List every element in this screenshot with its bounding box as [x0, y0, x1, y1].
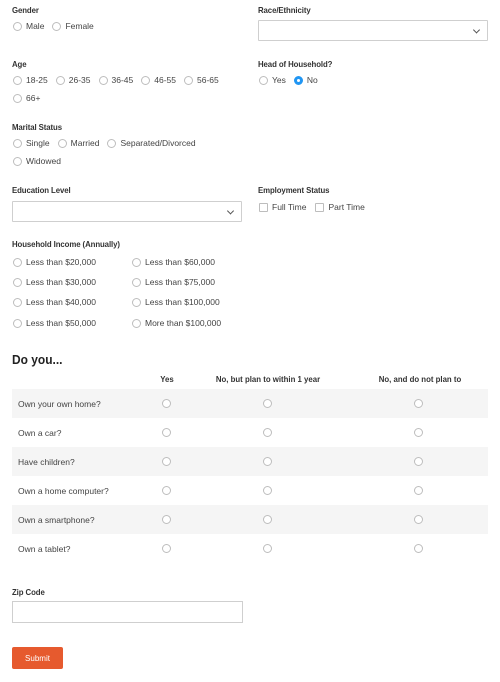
checkbox-icon[interactable] — [315, 203, 324, 212]
age-option-46-55[interactable]: 46-55 — [141, 75, 176, 85]
radio-icon[interactable] — [263, 544, 272, 553]
column-header-yes: Yes — [160, 374, 174, 384]
radio-icon[interactable] — [13, 258, 22, 267]
gender-option-male[interactable]: Male — [13, 21, 44, 31]
radio-icon[interactable] — [162, 486, 171, 495]
chevron-down-icon — [227, 207, 234, 214]
column-header-plan-within-year: No, but plan to within 1 year — [215, 374, 321, 384]
radio-icon[interactable] — [56, 76, 65, 85]
race-select[interactable] — [258, 20, 488, 41]
education-select[interactable] — [12, 201, 242, 222]
radio-icon[interactable] — [263, 428, 272, 437]
gender-options — [13, 21, 94, 31]
table-row — [12, 476, 488, 505]
radio-icon[interactable] — [414, 457, 423, 466]
head-of-household-option-no[interactable]: No — [294, 75, 318, 85]
education-label: Education Level — [12, 185, 71, 195]
radio-icon[interactable] — [184, 76, 193, 85]
radio-icon[interactable] — [414, 486, 423, 495]
age-option-26-35[interactable]: 26-35 — [56, 75, 91, 85]
marital-options-row1 — [13, 138, 196, 148]
age-option-56-65[interactable]: 56-65 — [184, 75, 219, 85]
employment-label: Employment Status — [258, 185, 330, 195]
radio-icon[interactable] — [132, 319, 141, 328]
radio-icon[interactable] — [263, 399, 272, 408]
head-of-household-option-yes[interactable]: Yes — [259, 75, 286, 85]
income-option-20k[interactable]: Less than $20,000 — [13, 257, 96, 267]
radio-icon[interactable] — [162, 515, 171, 524]
radio-icon[interactable] — [58, 139, 67, 148]
radio-icon[interactable] — [263, 515, 272, 524]
zip-code-label: Zip Code — [12, 587, 45, 597]
employment-options — [259, 202, 365, 212]
question-label: Have children? — [18, 456, 75, 467]
radio-icon[interactable] — [263, 457, 272, 466]
question-label: Own a tablet? — [18, 543, 71, 554]
income-option-75k[interactable]: Less than $75,000 — [132, 277, 215, 287]
employment-option-part-time[interactable]: Part Time — [315, 202, 364, 212]
age-options-row2 — [13, 93, 40, 105]
radio-icon[interactable] — [13, 139, 22, 148]
table-row — [12, 534, 488, 563]
radio-icon[interactable] — [13, 94, 22, 103]
radio-icon[interactable] — [13, 298, 22, 307]
radio-icon[interactable] — [414, 428, 423, 437]
income-option-60k[interactable]: Less than $60,000 — [132, 257, 215, 267]
marital-option-married[interactable]: Married — [58, 138, 100, 148]
radio-icon[interactable] — [13, 157, 22, 166]
question-label: Own a car? — [18, 427, 62, 438]
income-option-50k[interactable]: Less than $50,000 — [13, 318, 96, 328]
radio-icon[interactable] — [162, 457, 171, 466]
chevron-down-icon — [473, 26, 480, 33]
income-option-40k[interactable]: Less than $40,000 — [13, 297, 96, 307]
age-options-row1 — [13, 75, 219, 85]
table-row — [12, 447, 488, 476]
table-row — [12, 505, 488, 534]
do-you-title: Do you... — [12, 352, 63, 367]
marital-option-separated-divorced[interactable]: Separated/Divorced — [107, 138, 195, 148]
marital-option-single[interactable]: Single — [13, 138, 50, 148]
income-option-more-100k[interactable]: More than $100,000 — [132, 318, 221, 328]
employment-option-full-time[interactable]: Full Time — [259, 202, 306, 212]
income-label: Household Income (Annually) — [12, 239, 120, 249]
zip-code-input[interactable] — [12, 601, 243, 623]
radio-icon[interactable] — [13, 319, 22, 328]
age-option-36-45[interactable]: 36-45 — [99, 75, 134, 85]
radio-icon[interactable] — [132, 258, 141, 267]
race-label: Race/Ethnicity — [258, 5, 311, 15]
question-label: Own your own home? — [18, 398, 101, 409]
marital-option-widowed[interactable]: Widowed — [13, 156, 61, 166]
radio-icon[interactable] — [107, 139, 116, 148]
radio-icon[interactable] — [132, 278, 141, 287]
table-row — [12, 418, 488, 447]
submit-button[interactable]: Submit — [12, 647, 63, 669]
marital-status-label: Marital Status — [12, 122, 62, 132]
radio-icon[interactable] — [162, 544, 171, 553]
radio-icon[interactable] — [162, 399, 171, 408]
radio-icon[interactable] — [162, 428, 171, 437]
table-row — [12, 389, 488, 418]
radio-icon[interactable] — [414, 515, 423, 524]
radio-icon[interactable] — [13, 22, 22, 31]
radio-icon[interactable] — [132, 298, 141, 307]
radio-icon[interactable] — [414, 399, 423, 408]
radio-icon[interactable] — [414, 544, 423, 553]
radio-icon[interactable] — [263, 486, 272, 495]
radio-icon[interactable] — [13, 76, 22, 85]
age-option-18-25[interactable]: 18-25 — [13, 75, 48, 85]
radio-icon[interactable] — [52, 22, 61, 31]
gender-label: Gender — [12, 5, 39, 15]
question-label: Own a smartphone? — [18, 514, 95, 525]
income-option-100k[interactable]: Less than $100,000 — [132, 297, 220, 307]
age-option-66-plus[interactable]: 66+ — [13, 93, 40, 103]
income-option-30k[interactable]: Less than $30,000 — [13, 277, 96, 287]
radio-icon[interactable] — [13, 278, 22, 287]
question-label: Own a home computer? — [18, 485, 109, 496]
radio-icon[interactable] — [99, 76, 108, 85]
head-of-household-label: Head of Household? — [258, 59, 333, 69]
checkbox-icon[interactable] — [259, 203, 268, 212]
marital-options-row2 — [13, 156, 61, 168]
radio-checked-icon[interactable] — [294, 76, 303, 85]
gender-option-female[interactable]: Female — [52, 21, 93, 31]
head-of-household-options — [259, 75, 318, 85]
column-header-no-plan: No, and do not plan to — [378, 374, 462, 384]
age-label: Age — [12, 59, 27, 69]
radio-icon[interactable] — [259, 76, 268, 85]
radio-icon[interactable] — [141, 76, 150, 85]
